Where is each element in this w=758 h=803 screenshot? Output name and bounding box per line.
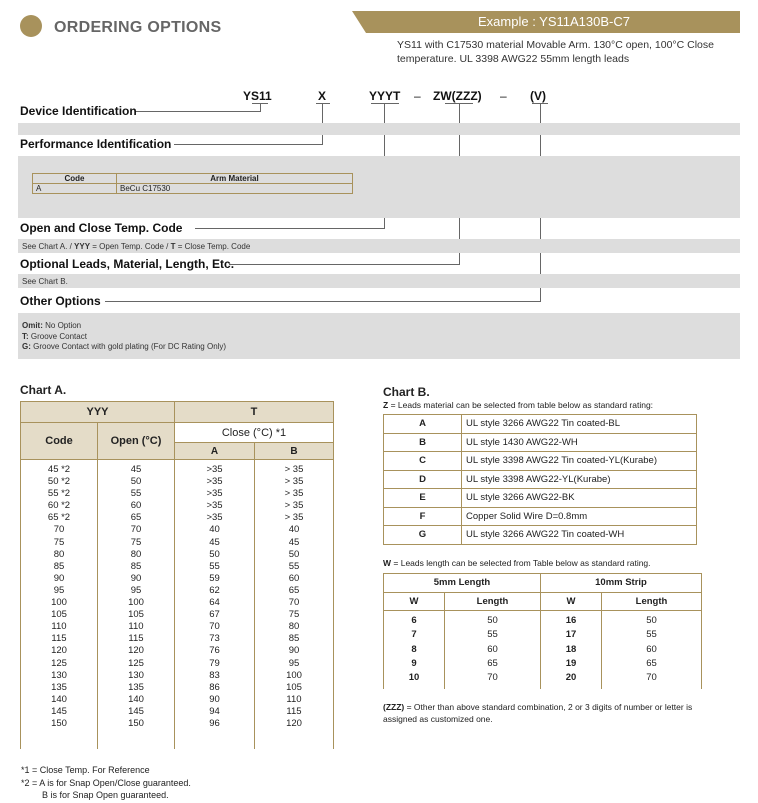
section-device: Device Identification bbox=[20, 104, 137, 118]
material-desc: UL style 3266 AWG22 Tin coated-WH bbox=[462, 526, 697, 545]
band-device bbox=[18, 123, 740, 135]
chartA-open-cell: 75 bbox=[130, 536, 142, 548]
chartB-w5-values bbox=[384, 611, 445, 689]
chartB-l10-cell: 50 bbox=[646, 615, 657, 626]
chartA-code-cell: 105 bbox=[51, 609, 67, 621]
chartA-open-cell: 135 bbox=[128, 681, 144, 693]
chartA-close-a-cell: 64 bbox=[209, 597, 220, 609]
chartB-l10-cell: 65 bbox=[646, 657, 657, 669]
arm-row-material: BeCu C17530 bbox=[117, 184, 353, 194]
material-row bbox=[384, 470, 697, 489]
chartB-w10-cell: 16 bbox=[565, 615, 577, 626]
chartA-open-cell: 115 bbox=[128, 633, 144, 645]
chartA-footnotes bbox=[21, 764, 191, 802]
openclose-note-pre: See Chart A. / bbox=[22, 242, 75, 251]
chartA-code-cell: 85 bbox=[53, 560, 65, 572]
chartA-open-cell: 50 bbox=[130, 476, 142, 488]
chartA-close-a-cell: 73 bbox=[209, 633, 220, 645]
material-code: A bbox=[384, 415, 462, 434]
other-t-key: T: bbox=[22, 331, 29, 341]
arm-header-code: Code bbox=[33, 174, 117, 184]
chartA-col-code: Code bbox=[21, 423, 98, 460]
chartA-open-cell: 45 bbox=[130, 464, 142, 475]
chartA-close-a-cell: 70 bbox=[209, 621, 220, 633]
openclose-note bbox=[22, 242, 250, 251]
chartA-close-b-cell: > 35 bbox=[284, 488, 304, 500]
chartB-w5-cell: 9 bbox=[411, 657, 417, 669]
chartB-l10-cell: 60 bbox=[646, 643, 657, 655]
chartB-col-length-5: Length bbox=[445, 592, 541, 611]
leader-device-drop bbox=[260, 103, 261, 112]
chartB-w5-cell: 10 bbox=[408, 672, 420, 684]
chartA-code-cell: 115 bbox=[51, 633, 67, 645]
chartB-group-10mm: 10mm Strip bbox=[541, 574, 702, 593]
chartA-close-a-cell: 96 bbox=[209, 717, 220, 729]
chartB-zzz-note bbox=[383, 701, 713, 725]
chartB-l10-values bbox=[602, 611, 702, 689]
chartA-code-cell: 135 bbox=[51, 681, 67, 693]
chartB-l5-cell: 55 bbox=[487, 629, 498, 641]
leader-device bbox=[135, 111, 261, 112]
other-g-desc: Groove Contact with gold plating (For DC Rating Only) bbox=[30, 342, 227, 351]
material-desc: UL style 3398 AWG22-YL(Kurabe) bbox=[462, 470, 697, 489]
material-row bbox=[384, 452, 697, 471]
chartA-code-cell: 75 bbox=[53, 536, 65, 548]
chartA-close-b-cell: 55 bbox=[288, 560, 300, 572]
chartA-code-cell: 45 *2 bbox=[47, 464, 71, 475]
chartB-zzz-desc: = Other than above standard combination, 2 or 3 digits of number or letter is assigned as customized one. bbox=[383, 702, 693, 724]
other-omit-desc: No Option bbox=[42, 321, 82, 330]
code-dash-2: – bbox=[500, 89, 507, 103]
chartB-w10-cell: 20 bbox=[565, 672, 577, 684]
material-desc: UL style 3398 AWG22 Tin coated-YL(Kurabe) bbox=[462, 452, 697, 471]
chartA-close-a-cell: 67 bbox=[209, 609, 220, 621]
chartA-code-cell: 150 bbox=[51, 717, 67, 729]
chartA-col-a: A bbox=[175, 443, 255, 460]
chartA-close-b-cell: 75 bbox=[288, 609, 300, 621]
chartA-close-b-cell: 95 bbox=[288, 657, 300, 669]
chartA-close-b-cell: 100 bbox=[286, 669, 302, 681]
chartB-w10-values bbox=[541, 611, 602, 689]
chartA-close-a-cell: 59 bbox=[209, 572, 220, 584]
arm-header-material: Arm Material bbox=[117, 174, 353, 184]
chartB-col-w-10: W bbox=[541, 592, 602, 611]
chartA-close-a-cell: 90 bbox=[209, 693, 220, 705]
arm-material-table bbox=[32, 173, 353, 194]
chartA-close-a-cell: >35 bbox=[206, 464, 223, 475]
chartA-open-cell: 70 bbox=[130, 524, 142, 536]
footnote-1: *1 = Close Temp. For Reference bbox=[21, 765, 150, 775]
chartB-w-note bbox=[383, 558, 651, 568]
material-desc: UL style 3266 AWG22-BK bbox=[462, 489, 697, 508]
chartA-close-b-cell: 60 bbox=[288, 572, 300, 584]
chartA-open-cell: 90 bbox=[130, 572, 142, 584]
chartA-code-cell: 100 bbox=[51, 597, 67, 609]
chartB-length-table bbox=[383, 573, 702, 689]
chartA-code-cell: 95 bbox=[53, 584, 65, 596]
chartA-close-b-cell: > 35 bbox=[284, 512, 304, 524]
leader-leads bbox=[229, 264, 460, 265]
chartA-open-cell: 80 bbox=[130, 548, 142, 560]
chartA-open-cell: 110 bbox=[128, 621, 144, 633]
bracket-other bbox=[532, 103, 548, 104]
chartA-close-a-cell: 94 bbox=[209, 705, 220, 717]
chartA-close-a-cell: 83 bbox=[209, 669, 220, 681]
chartB-title: Chart B. bbox=[383, 385, 430, 399]
chartA-close-a-values bbox=[175, 460, 255, 749]
chartA-open-cell: 130 bbox=[128, 669, 144, 681]
openclose-note-yyy: YYY bbox=[74, 242, 91, 251]
chartB-w5-cell: 6 bbox=[411, 615, 417, 626]
chartA-open-cell: 140 bbox=[128, 693, 144, 705]
chartA-close-a-cell: 62 bbox=[209, 584, 220, 596]
example-description: YS11 with C17530 material Movable Arm. 130°C open, 100°C Close temperature. UL 3398 AWG22 55mm length leads bbox=[397, 39, 714, 65]
chartA-code-cell: 130 bbox=[51, 669, 67, 681]
chartB-l5-cell: 65 bbox=[487, 657, 498, 669]
chartA-close-b-cell: 65 bbox=[288, 584, 300, 596]
material-row bbox=[384, 415, 697, 434]
chartA-col-b: B bbox=[255, 443, 334, 460]
material-code: F bbox=[384, 507, 462, 526]
material-row bbox=[384, 489, 697, 508]
chartA-close-a-cell: 55 bbox=[209, 560, 220, 572]
chartA-code-cell: 120 bbox=[51, 645, 67, 657]
chartA-close-a-cell: 86 bbox=[209, 681, 220, 693]
chartB-z-note bbox=[383, 400, 653, 410]
chartA-code-cell: 90 bbox=[53, 572, 65, 584]
chartA-close-a-cell: 79 bbox=[209, 657, 220, 669]
code-series: YS11 bbox=[243, 89, 272, 103]
arm-row-code: A bbox=[33, 184, 117, 194]
chartB-l10-cell: 55 bbox=[646, 629, 657, 641]
band-leads bbox=[18, 274, 740, 288]
material-desc: UL style 3266 AWG22 Tin coated-BL bbox=[462, 415, 697, 434]
chartA-close-a-cell: >35 bbox=[206, 512, 223, 524]
chartA-close-b-values bbox=[255, 460, 334, 749]
page-title: ORDERING OPTIONS bbox=[54, 19, 222, 36]
chartA-open-cell: 145 bbox=[128, 705, 144, 717]
chartA-close-a-cell: >35 bbox=[206, 488, 223, 500]
openclose-note-mid: = Open Temp. Code / bbox=[90, 242, 171, 251]
chartB-l10-cell: 70 bbox=[646, 672, 657, 684]
chartA-open-cell: 120 bbox=[128, 645, 144, 657]
other-t bbox=[22, 332, 226, 343]
footnote-3: B is for Snap Open guaranteed. bbox=[42, 790, 169, 800]
section-openclose: Open and Close Temp. Code bbox=[20, 221, 183, 235]
code-temp: YYYT bbox=[369, 89, 401, 103]
chartB-w-desc: = Leads length can be selected from Table below as standard rating. bbox=[391, 558, 651, 568]
chartA-close-a-cell: 45 bbox=[209, 536, 220, 548]
chartA-open-cell: 55 bbox=[130, 488, 142, 500]
material-desc: Copper Solid Wire D=0.8mm bbox=[462, 507, 697, 526]
chartA-code-cell: 55 *2 bbox=[47, 488, 71, 500]
material-code: E bbox=[384, 489, 462, 508]
chartA-code-cell: 60 *2 bbox=[47, 500, 71, 512]
openclose-note-t: T bbox=[170, 242, 176, 251]
material-code: D bbox=[384, 470, 462, 489]
openclose-note-post: = Close Temp. Code bbox=[175, 242, 251, 251]
material-code: C bbox=[384, 452, 462, 471]
chartA-code-cell: 50 *2 bbox=[47, 476, 71, 488]
chartA-group-yyy: YYY bbox=[21, 402, 175, 423]
other-t-desc: Groove Contact bbox=[28, 331, 87, 341]
chartA-close-b-cell: 120 bbox=[286, 717, 302, 729]
other-options-list bbox=[22, 321, 226, 353]
section-leads: Optional Leads, Material, Length, Etc. bbox=[20, 257, 235, 271]
code-arm: X bbox=[318, 89, 327, 103]
chartA-open-cell: 95 bbox=[130, 584, 142, 596]
chartB-l5-cell: 60 bbox=[487, 643, 498, 655]
footnote-2: *2 = A is for Snap Open/Close guaranteed. bbox=[21, 777, 191, 788]
chartB-w10-cell: 17 bbox=[565, 629, 577, 641]
chartA-close-b-cell: > 35 bbox=[284, 464, 304, 475]
bracket-leads bbox=[445, 103, 473, 104]
chartA-title: Chart A. bbox=[20, 383, 67, 397]
other-omit bbox=[22, 321, 226, 332]
other-g bbox=[22, 342, 226, 353]
chartA-open-cell: 85 bbox=[130, 560, 142, 572]
chartA-close-b-cell: > 35 bbox=[284, 500, 304, 512]
chartB-z-desc: = Leads material can be selected from table below as standard rating: bbox=[388, 400, 654, 410]
chartA-close-a-cell: 40 bbox=[209, 524, 220, 536]
bracket-openclose bbox=[371, 103, 399, 104]
code-dash-1: – bbox=[414, 89, 421, 103]
other-g-key: G: bbox=[22, 342, 31, 351]
material-row bbox=[384, 526, 697, 545]
chartB-group-5mm: 5mm Length bbox=[384, 574, 541, 593]
chartA-open-cell: 150 bbox=[128, 717, 144, 729]
chartB-col-length-10: Length bbox=[602, 592, 702, 611]
chartA-table bbox=[20, 401, 334, 749]
leader-openclose bbox=[195, 228, 385, 229]
chartA-close-b-cell: > 35 bbox=[284, 476, 304, 488]
chartA-close-b-cell: 90 bbox=[288, 645, 300, 657]
chartA-code-cell: 110 bbox=[51, 621, 67, 633]
chartA-code-cell: 145 bbox=[51, 705, 67, 717]
chartA-close-b-cell: 85 bbox=[288, 633, 300, 645]
material-row bbox=[384, 507, 697, 526]
other-omit-key: Omit: bbox=[22, 321, 43, 330]
chartA-codes bbox=[21, 460, 98, 749]
material-desc: UL style 1430 AWG22-WH bbox=[462, 433, 697, 452]
chartB-w10-cell: 19 bbox=[565, 657, 577, 669]
chartA-code-cell: 70 bbox=[53, 524, 65, 536]
chartA-open-cell: 105 bbox=[128, 609, 144, 621]
chartA-open-cell: 60 bbox=[130, 500, 142, 512]
chartA-code-cell: 125 bbox=[51, 657, 67, 669]
chartB-w5-cell: 8 bbox=[411, 643, 417, 655]
chartA-close-b-cell: 110 bbox=[286, 693, 302, 705]
chartA-close-b-cell: 50 bbox=[288, 548, 300, 560]
chartB-materials-table bbox=[383, 414, 697, 545]
bracket-performance bbox=[316, 103, 330, 104]
chartB-w-key: W bbox=[383, 558, 392, 568]
chartB-l5-values bbox=[445, 611, 541, 689]
code-leads: ZW(ZZZ) bbox=[433, 89, 482, 103]
chartA-close-a-cell: 76 bbox=[209, 645, 220, 657]
chartA-close-b-cell: 80 bbox=[288, 621, 300, 633]
chartB-l5-cell: 70 bbox=[487, 672, 498, 684]
chartA-close-a-cell: 50 bbox=[209, 548, 220, 560]
chartA-close-b-cell: 45 bbox=[288, 536, 300, 548]
chartA-group-t: T bbox=[175, 402, 334, 423]
chartA-code-cell: 80 bbox=[53, 548, 65, 560]
chartA-open-cell: 65 bbox=[130, 512, 142, 524]
chartA-close-a-cell: >35 bbox=[206, 476, 223, 488]
material-code: B bbox=[384, 433, 462, 452]
leads-note: See Chart B. bbox=[22, 277, 68, 286]
chartA-open-cell: 100 bbox=[128, 597, 144, 609]
chartA-col-close: Close (°C) *1 bbox=[175, 423, 334, 443]
chartA-col-open: Open (°C) bbox=[98, 423, 175, 460]
chartA-open-cell: 125 bbox=[128, 657, 144, 669]
leader-performance bbox=[174, 144, 323, 145]
chartA-close-b-cell: 40 bbox=[288, 524, 300, 536]
example-label: Example : YS11A130B-C7 bbox=[478, 14, 630, 29]
chartB-w10-cell: 18 bbox=[565, 643, 577, 655]
chartA-close-a-cell: >35 bbox=[206, 500, 223, 512]
chartB-col-w-5: W bbox=[384, 592, 445, 611]
material-code: G bbox=[384, 526, 462, 545]
chartA-close-b-cell: 115 bbox=[286, 705, 302, 717]
chartB-z-key: Z bbox=[383, 400, 389, 410]
section-performance: Performance Identification bbox=[20, 137, 172, 151]
chartB-w5-cell: 7 bbox=[411, 629, 417, 641]
section-other: Other Options bbox=[20, 294, 101, 308]
chartB-l5-cell: 50 bbox=[487, 615, 498, 626]
leader-other bbox=[105, 301, 541, 302]
chartA-close-b-cell: 70 bbox=[288, 597, 300, 609]
bracket-device bbox=[252, 103, 268, 104]
chartA-code-cell: 65 *2 bbox=[47, 512, 71, 524]
chartA-code-cell: 140 bbox=[51, 693, 67, 705]
material-row bbox=[384, 433, 697, 452]
code-options: (V) bbox=[530, 89, 546, 103]
chartA-open-values bbox=[98, 460, 175, 749]
chartA-close-b-cell: 105 bbox=[286, 681, 302, 693]
chartB-zzz-key: (ZZZ) bbox=[383, 702, 405, 712]
